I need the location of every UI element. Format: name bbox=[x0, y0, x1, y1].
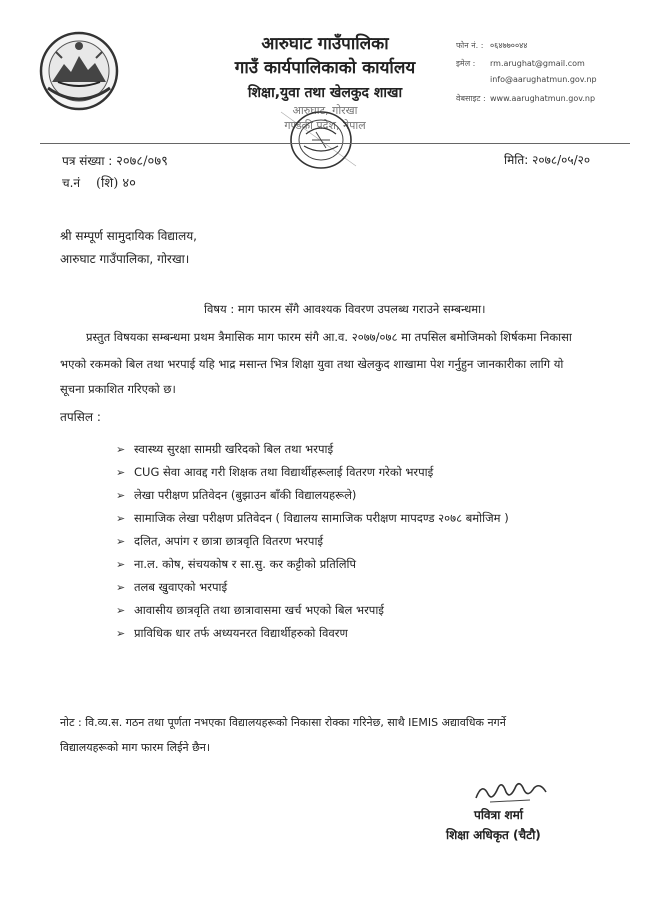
contact-email-2: info@aarughatmun.gov.np bbox=[490, 75, 597, 84]
arrow-bullet-icon: ➢ bbox=[116, 604, 126, 617]
municipality-name: आरुघाट गाउँपालिका bbox=[261, 34, 389, 54]
nepal-emblem-icon bbox=[38, 30, 120, 112]
arrow-bullet-icon: ➢ bbox=[116, 489, 126, 502]
header-divider bbox=[40, 143, 630, 144]
signatory-name: पवित्रा शर्मा bbox=[474, 808, 523, 822]
tapasil-label: तपसिल : bbox=[60, 410, 101, 424]
letter-date: मिति: २०७८/०५/२० bbox=[504, 153, 591, 167]
arrow-bullet-icon: ➢ bbox=[116, 535, 126, 548]
list-item: ➢ ना.ल. कोष, संचयकोष र सा.सु. कर कट्टीको प्रतिलिपि bbox=[116, 557, 357, 571]
arrow-bullet-icon: ➢ bbox=[116, 627, 126, 640]
office-province: गण्डकी प्रदेश, नेपाल bbox=[284, 119, 366, 132]
list-item: ➢ आवासीय छात्रवृति तथा छात्रावासमा खर्च भएको बिल भरपाई bbox=[116, 603, 384, 617]
letter-subject: विषय : माग फारम सँगै आवश्यक विवरण उपलब्ध गराउने सम्बन्धमा। bbox=[204, 302, 486, 316]
contact-email: इमेल : rm.arughat@gmail.com bbox=[456, 59, 585, 68]
office-address: आरुघाट, गोरखा bbox=[292, 104, 358, 117]
recipient-line-1: श्री सम्पूर्ण सामुदायिक विद्यालय, bbox=[60, 229, 197, 243]
arrow-bullet-icon: ➢ bbox=[116, 443, 126, 456]
section-name: शिक्षा,युवा तथा खेलकुद शाखा bbox=[247, 85, 403, 101]
patra-sankhya: पत्र संख्या : २०७८/०७९ bbox=[62, 154, 168, 169]
list-item: ➢ प्राविधिक धार तर्फ अध्ययनरत विद्यार्थीहरुको विवरण bbox=[116, 626, 348, 640]
list-item: ➢ सामाजिक लेखा परीक्षण प्रतिवेदन ( विद्यालय सामाजिक परीक्षण मापदण्ड २०७८ बमोजिम ) bbox=[116, 511, 509, 525]
office-name: गाउँ कार्यपालिकाको कार्यालय bbox=[234, 58, 416, 78]
contact-phone: फोन नं. : ०६४७७००४४ bbox=[456, 41, 528, 50]
contact-website: वेबसाइट : www.aarughatmun.gov.np bbox=[456, 94, 596, 103]
arrow-bullet-icon: ➢ bbox=[116, 512, 126, 525]
body-line-2: भएको रकमको बिल तथा भरपाई यहि भाद्र मसान्त भित्र शिक्षा युवा तथा खेलकुद शाखामा पेश गर्नुहुन जानकारीका लागि यो bbox=[60, 357, 564, 371]
signatory-title: शिक्षा अधिकृत (चैटौ) bbox=[446, 828, 541, 842]
list-item: ➢ तलब खुवाएको भरपाई bbox=[116, 580, 228, 594]
recipient-line-2: आरुघाट गाउँपालिका, गोरखा। bbox=[60, 252, 190, 266]
handwritten-signature-icon bbox=[470, 778, 550, 806]
body-line-3: सूचना प्रकाशित गरिएको छ। bbox=[60, 382, 176, 396]
arrow-bullet-icon: ➢ bbox=[116, 466, 126, 479]
list-item: ➢ दलित, अपांग र छात्रा छात्रवृति वितरण भरपाई bbox=[116, 534, 324, 548]
list-item: ➢ लेखा परीक्षण प्रतिवेदन (बुझाउन बाँकी विद्यालयहरूले) bbox=[116, 488, 357, 502]
body-line-1: प्रस्तुत विषयका सम्बन्धमा प्रथम त्रैमासिक माग फारम संगै आ.व. २०७७/०७८ मा तपसिल बमोजिमको शिर्षकमा निकासा bbox=[86, 330, 572, 344]
list-item: ➢ CUG सेवा आवद्द गरी शिक्षक तथा विद्यार्थीहरूलाई वितरण गरेको भरपाई bbox=[116, 465, 434, 479]
list-item: ➢ स्वास्थ्य सुरक्षा सामग्री खरिदको बिल तथा भरपाई bbox=[116, 442, 334, 456]
arrow-bullet-icon: ➢ bbox=[116, 558, 126, 571]
office-stamp-icon bbox=[276, 104, 366, 174]
arrow-bullet-icon: ➢ bbox=[116, 581, 126, 594]
note-line-1: नोट : वि.व्य.स. गठन तथा पूर्णता नभएका विद्यालयहरूको निकासा रोक्का गरिनेछ, साथै IEMIS अद्यावधिक नगर्ने bbox=[60, 716, 506, 729]
chalani-number: च.नं (शि) ४० bbox=[62, 176, 136, 191]
note-line-2: विद्यालयहरूको माग फारम लिईने छैन। bbox=[60, 741, 211, 754]
